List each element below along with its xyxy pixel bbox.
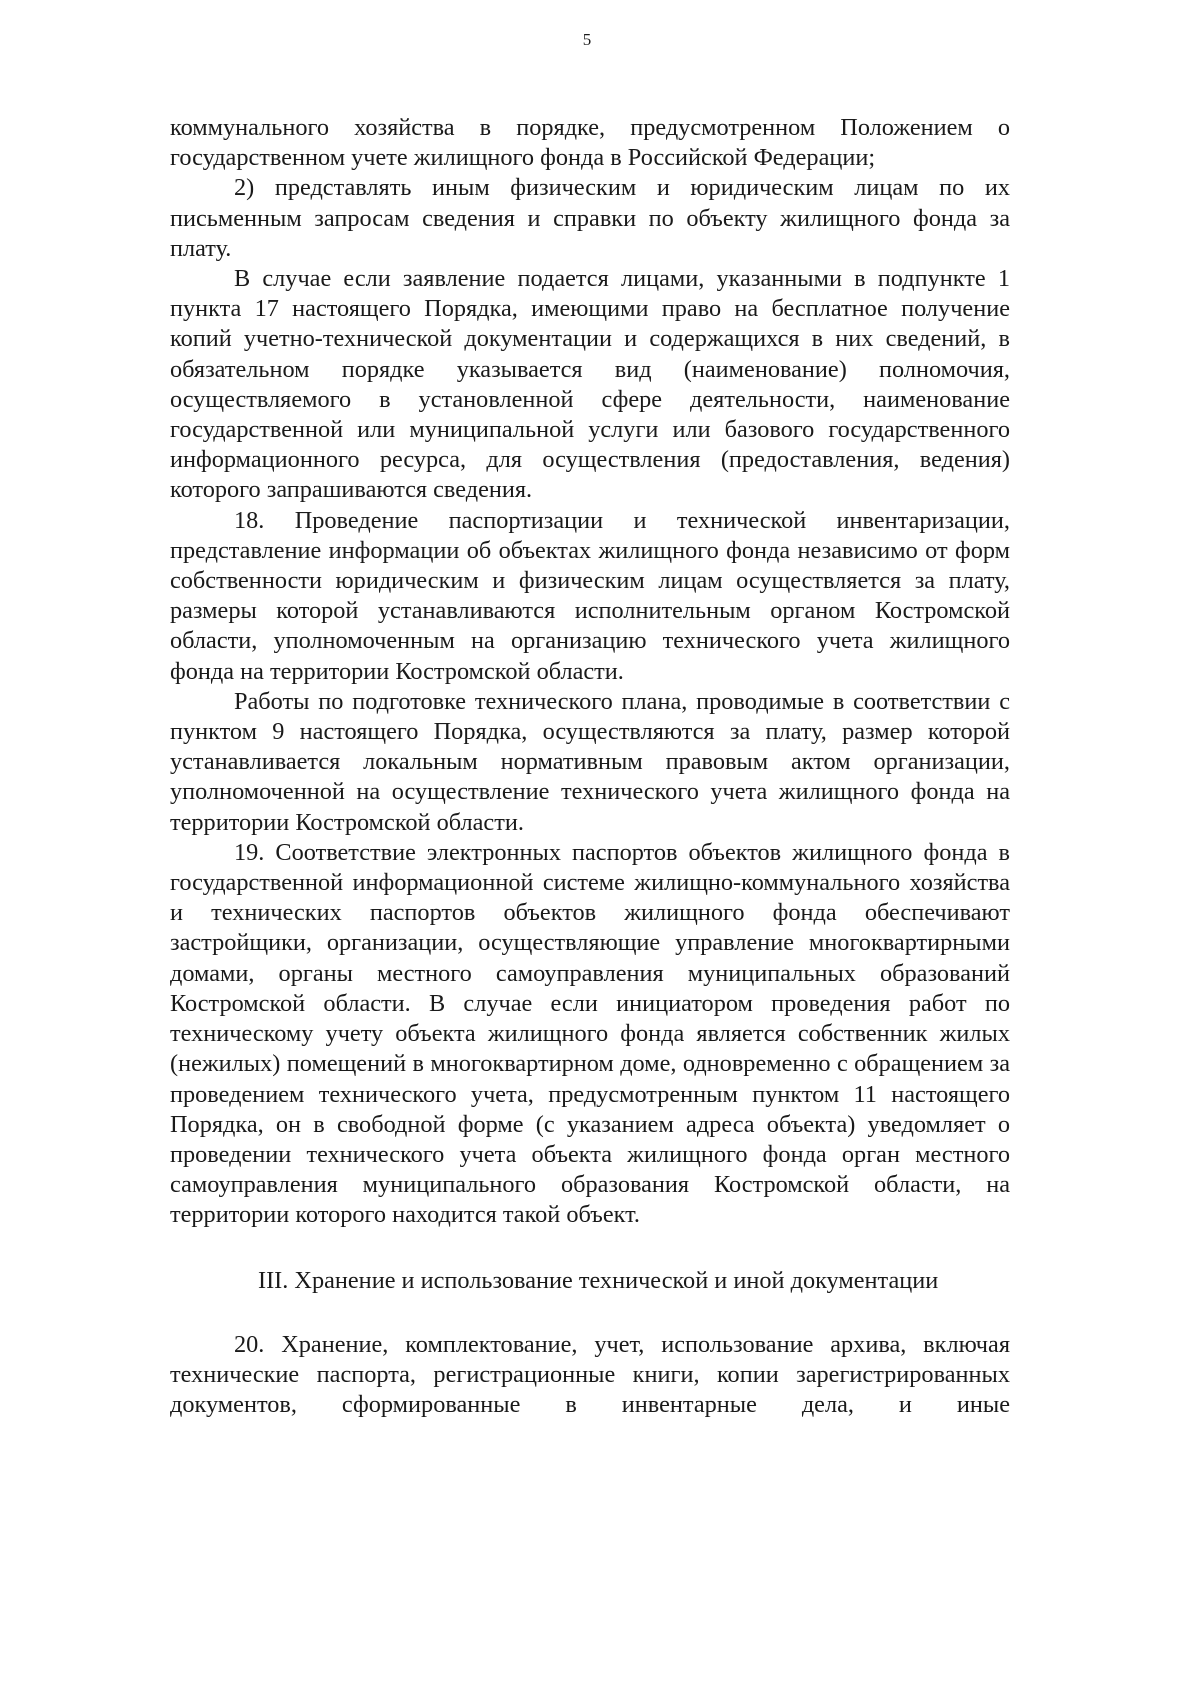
paragraph-technical-plan-works: Работы по подготовке технического плана, проводимые в соответствии с пунктом 9 настоящего Порядка, осуществляются за плату, размер которой устанавливается локальным нормативным правовым актом организации, уполномоченной на осуществление технического учета жилищного фонда на территории Костромской области. xyxy=(170,687,1010,836)
paragraph-20: 20. Хранение, комплектование, учет, использование архива, включая технические паспорта, регистрационные книги, копии зарегистрированных документов, сформированные в инвентарные дела, и иные xyxy=(170,1330,1010,1419)
paragraph-19: 19. Соответствие электронных паспортов объектов жилищного фонда в государственной информационной системе жилищно-коммунального хозяйства и технических паспортов объектов жилищного фонда обеспечивают застройщики, организации, осуществляющие управление многоквартирными домами, органы местного самоуправления муниципальных образований Костромской области. В случае если инициатором проведения работ по техническому учету объекта жилищного фонда является собственник жилых (нежилых) помещений в многоквартирном доме, одновременно с обращением за проведением технического учета, предусмотренным пунктом 11 настоящего Порядка, он в свободной форме (с указанием адреса объекта) уведомляет о проведении технического учета объекта жилищного фонда орган местного самоуправления муниципального образования Костромской области, на территории которого находится такой объект. xyxy=(170,838,1010,1229)
paragraph-18: 18. Проведение паспортизации и технической инвентаризации, представление информации об объектах жилищного фонда независимо от форм собственности юридическим и физическим лицам осуществляется за плату, размеры которой устанавливаются исполнительным органом Костромской области, уполномоченным на организацию технического учета жилищного фонда на территории Костромской области. xyxy=(170,506,1010,685)
paragraph-item-2: 2) представлять иным физическим и юридическим лицам по их письменным запросам сведения и справки по объекту жилищного фонда за плату. xyxy=(170,174,1010,262)
document-body xyxy=(170,113,1010,1420)
section-heading: III. Хранение и использование технической и иной документации xyxy=(258,1266,939,1294)
paragraph-continuation: коммунального хозяйства в порядке, предусмотренном Положением о государственном учете жилищного фонда в Российской Федерации; xyxy=(170,114,1010,172)
paragraph-application-case: В случае если заявление подается лицами, указанными в подпункте 1 пункта 17 настоящего Порядка, имеющими право на бесплатное получение копий учетно-технической документации и содержащихся в них сведений, в обязательном порядке указывается вид (наименование) полномочия, осуществляемого в установленной сфере деятельности, наименование государственной или муниципальной услуги или базового государственного информационного ресурса, для осуществления (предоставления, ведения) которого запрашиваются сведения. xyxy=(170,265,1010,504)
page-number: 5 xyxy=(582,30,592,49)
